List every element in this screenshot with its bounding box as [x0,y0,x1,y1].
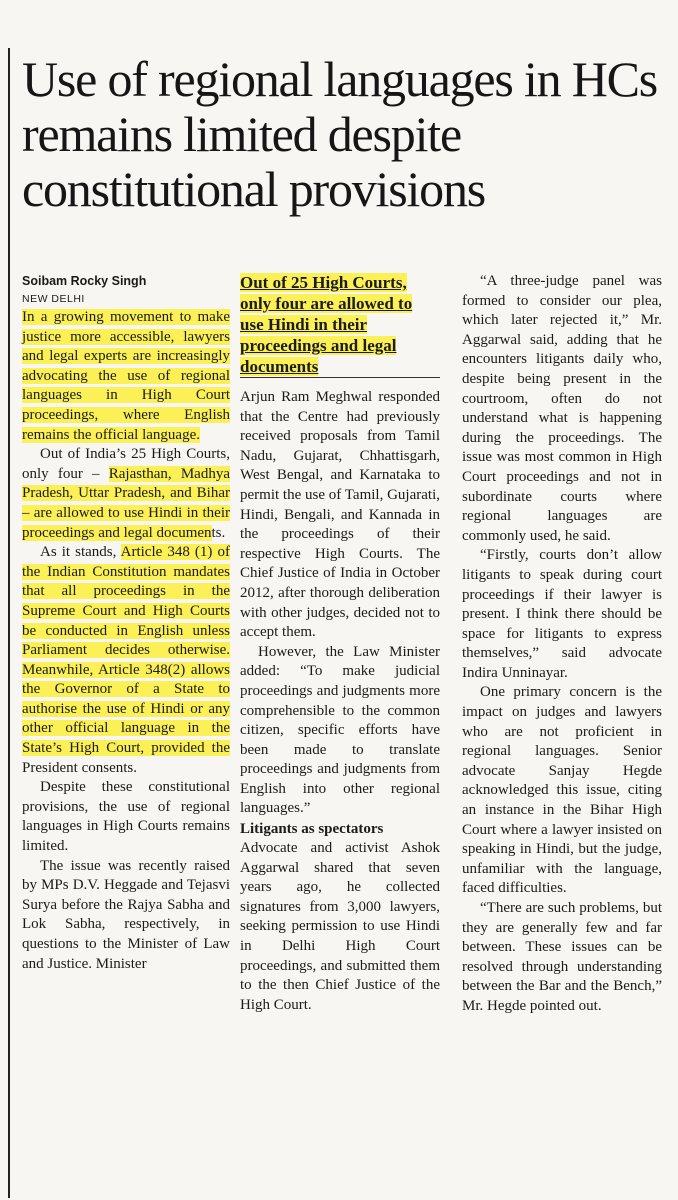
paragraph [22,445,230,543]
paragraph: The issue was recently raised by MPs D.V. Heggade and Tejasvi Surya before the Rajya Sabha and Lok Sabha, respectively, in questions to the Minister of Law and Justice. Minister [22,857,230,972]
paragraph: Advocate and activist Ashok Aggarwal shared that seven years ago, he collected signatures from 3,000 lawyers, seeking permission to use Hindi in Delhi High Court proceedings, and submitted them to the then Chief Justice of the High Court. [240,840,440,1013]
column-1 [22,272,230,974]
paragraph: “There are such problems, but they are generally few and far between. These issues can be resolved through understanding between the Bar and the Bench,” Mr. Hegde pointed out. [462,900,662,1014]
paragraph [22,543,230,778]
left-column-rule [8,48,10,1198]
highlighted-text: Article 348 (1) of the Indian Constitution mandates that all proceedings in the Supreme Court and High Courts be conducted in English unless Parliament decides otherwise. Meanwhile, Article 348(2) allows the Governor of a State to authorise the use of Hindi or any other official language in the State’s High Court, provided the [22,544,230,757]
headline: Use of regional languages in HCs remains limited despite constitutional provisions [22,51,658,217]
subhead: Litigants as spectators [240,821,384,838]
paragraph: “A three-judge panel was formed to consider our plea, which later rejected it,” Mr. Aggarwal said, adding that he encounters litigants daily who, despite being present in the courtroom, often do not understand what is happening during the proceedings. The issue was most common in High Court proceedings and not in subordinate courts where regional languages are commonly used, he said. [462,273,662,544]
text: President consents. [22,759,137,776]
text: Out of India’s 25 High Courts, only four – [22,446,230,482]
paragraph: One primary concern is the impact on judges and lawyers who are not proficient in regional languages. Senior advocate Sanjay Hegde acknowledged this issue, citing an instance in the Bihar High Court where a lawyer insisted on speaking in Hindi, but the judge, unfamiliar with the language, faced difficulties. [462,684,662,897]
dateline: NEW DELHI [22,293,85,305]
column-2 [240,272,440,1015]
pull-quote-rule [240,377,440,378]
highlighted-text: In a growing movement to make justice more accessible, lawyers and legal experts are increasingly advocating the use of regional languages in High Court proceedings, where English remains the official language. [22,309,230,443]
paragraph: Despite these constitutional provisions, the use of regional languages in High Courts remains limited. [22,779,230,855]
column-3 [462,272,662,1017]
text: ts. [211,524,226,541]
pull-quote-text: Out of 25 High Courts, only four are allowed to use Hindi in their proceedings and legal documents [240,273,413,376]
text: As it stands, [40,544,121,561]
highlighted-text: Rajasthan, Madhya Pradesh, Uttar Pradesh, and Bihar – are allowed to use Hindi in their proceedings and legal documen [22,465,230,541]
paragraph [22,308,230,445]
pull-quote [240,272,440,377]
byline: Soibam Rocky Singh [22,274,147,288]
paragraph: Arjun Ram Meghwal responded that the Centre had previously received proposals from Tamil Nadu, Gujarat, Chhattisgarh, West Bengal, and Karnataka to permit the use of Tamil, Gujarati, Hindi, Bengali, and Kannada in the proceedings of their respective High Courts. The Chief Justice of India in October 2012, after thorough deliberation with other judges, decided not to accept them. [240,389,440,641]
paragraph: “Firstly, courts don’t allow litigants to speak during court proceedings if their lawyer is present. I think there should be space for litigants to express themselves,” said advocate Indira Unninayar. [462,547,662,681]
paragraph: However, the Law Minister added: “To make judicial proceedings and judgments more comprehensible to the common citizen, specific efforts have been made to translate proceedings and judgments from English into other regional languages.” [240,643,440,817]
